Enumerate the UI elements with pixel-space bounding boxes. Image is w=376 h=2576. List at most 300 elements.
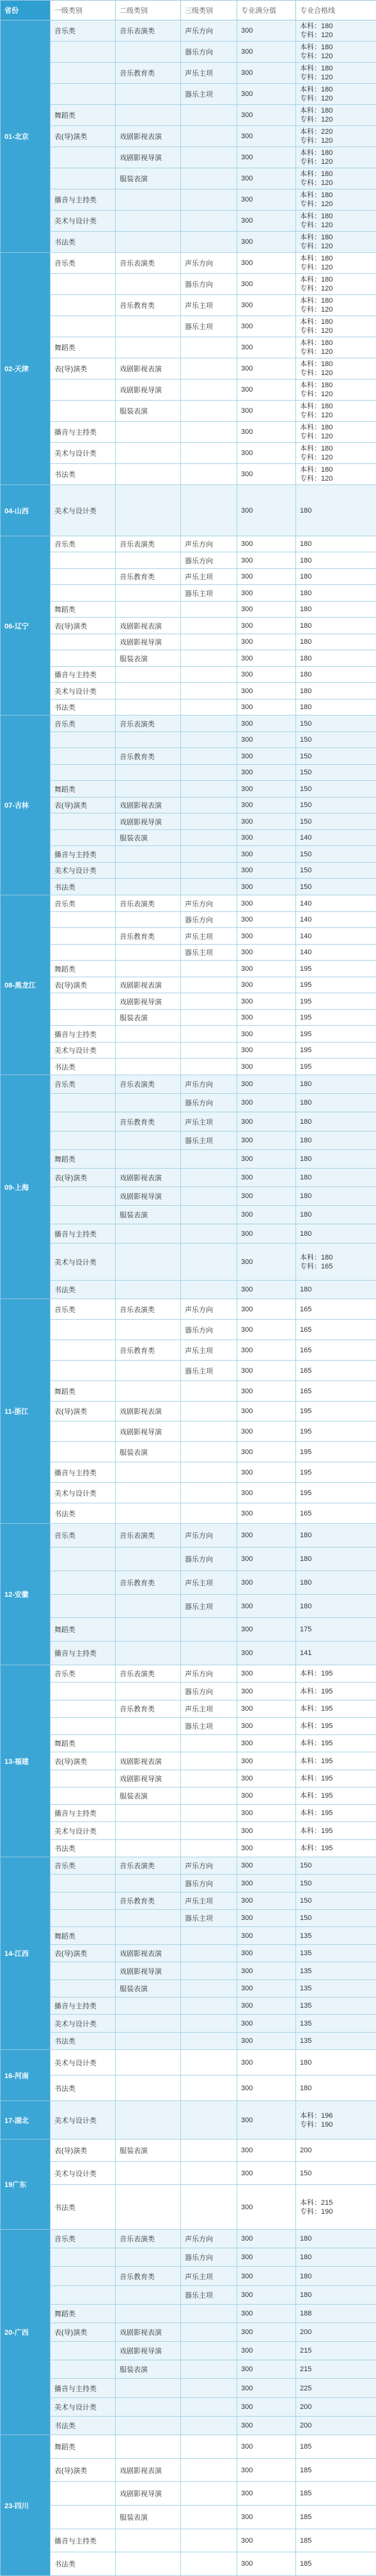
category-1-cell xyxy=(51,2286,116,2305)
table-row xyxy=(1,1442,376,1462)
category-2-cell: 戏剧影视表演 xyxy=(116,1945,181,1962)
passing-line-value: 专科：120 xyxy=(300,390,372,399)
table-row xyxy=(1,211,376,232)
category-2-cell xyxy=(116,2398,181,2417)
passing-line-value: 140 xyxy=(300,932,372,941)
table-row xyxy=(1,84,376,105)
province-cell: 19广东 xyxy=(1,2140,51,2230)
passing-line-cell xyxy=(296,2140,376,2162)
passing-line-value: 195 xyxy=(300,1046,372,1055)
passing-line-cell xyxy=(296,2101,376,2140)
header-passing-line: 专业合格线 xyxy=(296,1,376,20)
passing-line-value: 140 xyxy=(300,915,372,924)
passing-line-cell xyxy=(296,1402,376,1421)
passing-line-cell xyxy=(296,1875,376,1892)
category-1-cell xyxy=(51,1980,116,1997)
category-1-cell: 表(导)演类 xyxy=(51,2140,116,2162)
max-score-cell: 300 xyxy=(237,2379,296,2398)
passing-line-value: 专科：120 xyxy=(300,411,372,420)
table-row xyxy=(1,232,376,253)
category-3-cell xyxy=(181,602,237,618)
category-3-cell: 器乐方向 xyxy=(181,1548,237,1571)
passing-line-cell xyxy=(296,2015,376,2033)
category-1-cell: 书法类 xyxy=(51,2552,116,2576)
category-3-cell xyxy=(181,2459,237,2482)
category-2-cell: 音乐表演类 xyxy=(116,253,181,274)
max-score-cell: 300 xyxy=(237,797,296,813)
category-2-cell: 戏剧影视表演 xyxy=(116,2459,181,2482)
table-row xyxy=(1,1206,376,1224)
table-row xyxy=(1,1421,376,1442)
passing-line-value: 180 xyxy=(300,1285,372,1294)
max-score-cell: 300 xyxy=(237,1381,296,1402)
category-1-cell xyxy=(51,945,116,961)
max-score-cell: 300 xyxy=(237,1224,296,1244)
passing-line-cell xyxy=(296,464,376,485)
category-1-cell xyxy=(51,295,116,316)
passing-line-cell xyxy=(296,1752,376,1770)
table-row xyxy=(1,380,376,401)
table-row xyxy=(1,147,376,168)
category-1-cell: 美术与设计类 xyxy=(51,1043,116,1059)
category-1-cell xyxy=(51,147,116,168)
max-score-cell: 300 xyxy=(237,2286,296,2305)
passing-line-value: 180 xyxy=(300,572,372,581)
passing-line-value: 专科：120 xyxy=(300,326,372,335)
max-score-cell: 300 xyxy=(237,2267,296,2286)
table-row xyxy=(1,1483,376,1503)
passing-line-cell xyxy=(296,650,376,667)
category-3-cell xyxy=(181,1642,237,1665)
passing-line-cell xyxy=(296,1910,376,1927)
passing-line-cell xyxy=(296,1595,376,1618)
table-row xyxy=(1,1642,376,1665)
max-score-cell: 300 xyxy=(237,1503,296,1524)
category-3-cell xyxy=(181,650,237,667)
category-3-cell xyxy=(181,2360,237,2379)
passing-line-cell xyxy=(296,84,376,105)
passing-line-value: 本科：195 xyxy=(300,1809,372,1818)
category-2-cell: 戏剧影视表演 xyxy=(116,1752,181,1770)
table-row xyxy=(1,63,376,84)
category-1-cell xyxy=(51,1112,116,1132)
passing-line-cell xyxy=(296,189,376,211)
category-3-cell xyxy=(181,1962,237,1980)
category-1-cell: 音乐类 xyxy=(51,716,116,732)
passing-line-cell xyxy=(296,1735,376,1752)
category-2-cell xyxy=(116,2076,181,2101)
category-2-cell: 音乐教育类 xyxy=(116,1340,181,1361)
table-row xyxy=(1,1548,376,1571)
passing-line-value: 180 xyxy=(300,2058,372,2067)
category-2-cell xyxy=(116,1840,181,1857)
category-3-cell: 器乐方向 xyxy=(181,2248,237,2267)
category-2-cell xyxy=(116,1618,181,1642)
table-row xyxy=(1,781,376,797)
max-score-cell: 300 xyxy=(237,1997,296,2015)
passing-line-value: 本科：180 xyxy=(300,85,372,94)
max-score-cell: 300 xyxy=(237,1524,296,1548)
max-score-cell: 300 xyxy=(237,105,296,126)
max-score-cell: 300 xyxy=(237,2482,296,2506)
passing-line-value: 本科：195 xyxy=(300,1722,372,1731)
passing-line-value: 140 xyxy=(300,948,372,957)
category-3-cell xyxy=(181,1010,237,1026)
category-3-cell xyxy=(181,1150,237,1169)
category-1-cell: 美术与设计类 xyxy=(51,1244,116,1281)
max-score-cell: 300 xyxy=(237,1402,296,1421)
max-score-cell: 300 xyxy=(237,1980,296,1997)
category-2-cell xyxy=(116,422,181,443)
category-1-cell: 书法类 xyxy=(51,1281,116,1299)
category-2-cell: 服装表演 xyxy=(116,1788,181,1805)
category-1-cell: 音乐类 xyxy=(51,1857,116,1875)
passing-line-cell xyxy=(296,1244,376,1281)
passing-line-value: 135 xyxy=(300,1949,372,1958)
category-2-cell: 服装表演 xyxy=(116,1980,181,1997)
category-1-cell xyxy=(51,1892,116,1910)
category-1-cell: 表(导)演类 xyxy=(51,1945,116,1962)
category-2-cell xyxy=(116,781,181,797)
category-3-cell: 器乐方向 xyxy=(181,1094,237,1112)
category-1-cell: 美术与设计类 xyxy=(51,443,116,464)
category-3-cell xyxy=(181,2185,237,2230)
table-row xyxy=(1,1043,376,1059)
passing-line-cell xyxy=(296,358,376,380)
max-score-cell: 300 xyxy=(237,1945,296,1962)
category-1-cell: 舞蹈类 xyxy=(51,337,116,358)
category-2-cell xyxy=(116,1503,181,1524)
passing-line-value: 165 xyxy=(300,1325,372,1334)
category-1-cell: 音乐类 xyxy=(51,1075,116,1094)
category-1-cell xyxy=(51,2360,116,2379)
category-1-cell: 播音与主持类 xyxy=(51,422,116,443)
passing-line-value: 188 xyxy=(300,2309,372,2318)
passing-line-value: 专科：120 xyxy=(300,242,372,251)
max-score-cell: 300 xyxy=(237,316,296,337)
max-score-cell: 300 xyxy=(237,1281,296,1299)
table-row xyxy=(1,1665,376,1683)
category-1-cell xyxy=(51,2342,116,2360)
category-2-cell xyxy=(116,2552,181,2576)
category-3-cell xyxy=(181,422,237,443)
category-2-cell xyxy=(116,1683,181,1700)
passing-line-value: 专科：120 xyxy=(300,453,372,462)
category-1-cell xyxy=(51,1571,116,1595)
passing-line-cell xyxy=(296,961,376,977)
max-score-cell: 300 xyxy=(237,274,296,295)
category-3-cell xyxy=(181,401,237,422)
passing-line-value: 180 xyxy=(300,2234,372,2243)
passing-line-value: 195 xyxy=(300,1407,372,1416)
category-1-cell: 舞蹈类 xyxy=(51,1381,116,1402)
passing-line-value: 180 xyxy=(300,540,372,548)
table-row xyxy=(1,732,376,748)
passing-line-cell xyxy=(296,274,376,295)
category-1-cell xyxy=(51,168,116,189)
table-row xyxy=(1,2379,376,2398)
category-3-cell xyxy=(181,2015,237,2033)
category-3-cell xyxy=(181,1770,237,1788)
category-1-cell: 美术与设计类 xyxy=(51,211,116,232)
category-2-cell xyxy=(116,683,181,700)
table-row xyxy=(1,1059,376,1075)
category-2-cell xyxy=(116,879,181,895)
passing-line-cell xyxy=(296,2286,376,2305)
category-1-cell xyxy=(51,2248,116,2267)
category-2-cell: 戏剧影视导演 xyxy=(116,380,181,401)
passing-line-value: 195 xyxy=(300,1013,372,1022)
passing-line-value: 140 xyxy=(300,833,372,842)
category-2-cell xyxy=(116,1244,181,1281)
category-2-cell: 服装表演 xyxy=(116,168,181,189)
passing-line-cell xyxy=(296,2417,376,2435)
category-2-cell xyxy=(116,1462,181,1483)
max-score-cell: 300 xyxy=(237,1442,296,1462)
passing-line-cell xyxy=(296,1112,376,1132)
passing-line-value: 135 xyxy=(300,1967,372,1976)
table-row xyxy=(1,2230,376,2248)
max-score-cell: 300 xyxy=(237,1805,296,1822)
table-row xyxy=(1,2267,376,2286)
category-1-cell xyxy=(51,1206,116,1224)
category-2-cell: 音乐表演类 xyxy=(116,895,181,912)
max-score-cell: 300 xyxy=(237,1910,296,1927)
passing-line-cell xyxy=(296,846,376,863)
category-1-cell: 播音与主持类 xyxy=(51,1026,116,1043)
max-score-cell: 300 xyxy=(237,1187,296,1206)
max-score-cell: 300 xyxy=(237,2506,296,2529)
category-1-cell xyxy=(51,765,116,781)
passing-line-cell xyxy=(296,2342,376,2360)
table-row xyxy=(1,1571,376,1595)
category-2-cell xyxy=(116,1805,181,1822)
table-row xyxy=(1,830,376,846)
passing-line-value: 150 xyxy=(300,735,372,744)
table-row xyxy=(1,2101,376,2140)
category-3-cell xyxy=(181,380,237,401)
category-2-cell xyxy=(116,1718,181,1735)
category-1-cell xyxy=(51,1788,116,1805)
max-score-cell: 300 xyxy=(237,552,296,569)
category-1-cell: 播音与主持类 xyxy=(51,2379,116,2398)
passing-line-value: 200 xyxy=(300,2403,372,2412)
category-1-cell xyxy=(51,1962,116,1980)
category-2-cell xyxy=(116,485,181,536)
category-3-cell xyxy=(181,2076,237,2101)
passing-line-cell xyxy=(296,1150,376,1169)
category-1-cell xyxy=(51,1910,116,1927)
category-3-cell xyxy=(181,1840,237,1857)
passing-line-value: 本科：195 xyxy=(300,1739,372,1748)
table-row xyxy=(1,765,376,781)
province-cell: 04-山西 xyxy=(1,485,51,536)
category-1-cell xyxy=(51,2506,116,2529)
province-cell: 13-福建 xyxy=(1,1665,51,1857)
passing-line-cell xyxy=(296,1026,376,1043)
category-2-cell: 服装表演 xyxy=(116,1442,181,1462)
passing-line-cell xyxy=(296,253,376,274)
category-3-cell xyxy=(181,1421,237,1442)
passing-line-value: 180 xyxy=(300,1155,372,1164)
category-3-cell: 器乐主项 xyxy=(181,1132,237,1150)
category-1-cell: 音乐类 xyxy=(51,2230,116,2248)
table-row xyxy=(1,1805,376,1822)
table-row xyxy=(1,683,376,700)
passing-line-value: 200 xyxy=(300,2328,372,2337)
max-score-cell: 300 xyxy=(237,2398,296,2417)
table-row xyxy=(1,895,376,912)
category-3-cell xyxy=(181,2435,237,2459)
max-score-cell: 300 xyxy=(237,977,296,993)
category-2-cell xyxy=(116,443,181,464)
category-2-cell: 戏剧影视导演 xyxy=(116,2342,181,2360)
category-3-cell xyxy=(181,1462,237,1483)
passing-line-value: 180 xyxy=(300,1602,372,1611)
province-cell: 02-天津 xyxy=(1,253,51,485)
passing-line-cell xyxy=(296,1962,376,1980)
category-1-cell: 美术与设计类 xyxy=(51,2162,116,2185)
max-score-cell: 300 xyxy=(237,211,296,232)
max-score-cell: 300 xyxy=(237,1788,296,1805)
category-1-cell xyxy=(51,2267,116,2286)
passing-line-cell xyxy=(296,295,376,316)
passing-line-value: 本科：180 xyxy=(300,423,372,432)
category-2-cell xyxy=(116,1043,181,1059)
province-cell: 07-吉林 xyxy=(1,716,51,895)
passing-line-cell xyxy=(296,1524,376,1548)
header-category-1: 一级类别 xyxy=(51,1,116,20)
category-2-cell xyxy=(116,585,181,602)
category-1-cell: 音乐类 xyxy=(51,253,116,274)
passing-line-cell xyxy=(296,316,376,337)
passing-line-cell xyxy=(296,813,376,830)
passing-line-value: 150 xyxy=(300,768,372,777)
passing-line-value: 本科：180 xyxy=(300,22,372,31)
table-row xyxy=(1,1700,376,1718)
category-3-cell: 器乐主项 xyxy=(181,1595,237,1618)
passing-line-cell xyxy=(296,2033,376,2050)
category-1-cell xyxy=(51,84,116,105)
passing-line-value: 180 xyxy=(300,506,372,515)
category-2-cell: 音乐表演类 xyxy=(116,1857,181,1875)
max-score-cell: 300 xyxy=(237,1075,296,1094)
category-2-cell xyxy=(116,1224,181,1244)
category-2-cell xyxy=(116,2529,181,2552)
max-score-cell: 300 xyxy=(237,2435,296,2459)
passing-line-cell xyxy=(296,634,376,650)
passing-line-value: 专科：120 xyxy=(300,73,372,82)
category-2-cell: 音乐表演类 xyxy=(116,716,181,732)
table-row xyxy=(1,2459,376,2482)
category-3-cell xyxy=(181,618,237,634)
category-3-cell: 器乐主项 xyxy=(181,1718,237,1735)
max-score-cell: 300 xyxy=(237,20,296,42)
passing-line-cell xyxy=(296,1503,376,1524)
category-3-cell xyxy=(181,2101,237,2140)
category-1-cell: 表(导)演类 xyxy=(51,1169,116,1187)
passing-line-value: 专科：165 xyxy=(300,1262,372,1271)
category-2-cell: 音乐表演类 xyxy=(116,1665,181,1683)
category-3-cell xyxy=(181,485,237,536)
table-row xyxy=(1,358,376,380)
category-2-cell: 戏剧影视表演 xyxy=(116,358,181,380)
table-row xyxy=(1,1997,376,2015)
category-2-cell: 音乐教育类 xyxy=(116,569,181,585)
category-2-cell xyxy=(116,2305,181,2323)
category-1-cell xyxy=(51,2482,116,2506)
max-score-cell: 300 xyxy=(237,781,296,797)
max-score-cell: 300 xyxy=(237,2529,296,2552)
max-score-cell: 300 xyxy=(237,295,296,316)
category-1-cell: 书法类 xyxy=(51,464,116,485)
table-row xyxy=(1,316,376,337)
category-1-cell xyxy=(51,1442,116,1462)
category-2-cell: 戏剧影视表演 xyxy=(116,797,181,813)
category-3-cell: 声乐方向 xyxy=(181,1857,237,1875)
passing-line-value: 135 xyxy=(300,1984,372,1993)
passing-line-cell xyxy=(296,1483,376,1503)
passing-line-value: 本科：195 xyxy=(300,1774,372,1783)
passing-line-value: 135 xyxy=(300,2019,372,2028)
max-score-cell: 300 xyxy=(237,1150,296,1169)
category-1-cell xyxy=(51,1595,116,1618)
category-2-cell xyxy=(116,2033,181,2050)
passing-line-value: 185 xyxy=(300,2489,372,2498)
passing-line-cell xyxy=(296,1132,376,1150)
category-3-cell: 声乐主项 xyxy=(181,1892,237,1910)
category-2-cell xyxy=(116,732,181,748)
table-row xyxy=(1,1026,376,1043)
max-score-cell: 300 xyxy=(237,1875,296,1892)
passing-line-value: 195 xyxy=(300,980,372,989)
passing-line-value: 180 xyxy=(300,1210,372,1219)
category-1-cell: 舞蹈类 xyxy=(51,1150,116,1169)
category-1-cell: 美术与设计类 xyxy=(51,1483,116,1503)
table-row xyxy=(1,1927,376,1945)
table-row xyxy=(1,1169,376,1187)
category-3-cell xyxy=(181,1043,237,1059)
category-3-cell xyxy=(181,1945,237,1962)
table-row xyxy=(1,2529,376,2552)
passing-line-value: 本科：180 xyxy=(300,1253,372,1262)
table-row xyxy=(1,422,376,443)
category-2-cell: 戏剧影视表演 xyxy=(116,1169,181,1187)
category-2-cell: 服装表演 xyxy=(116,401,181,422)
passing-line-cell xyxy=(296,1187,376,1206)
passing-line-cell xyxy=(296,1281,376,1299)
category-3-cell: 声乐主项 xyxy=(181,295,237,316)
passing-line-value: 180 xyxy=(300,556,372,565)
table-row xyxy=(1,464,376,485)
max-score-cell: 300 xyxy=(237,422,296,443)
max-score-cell: 300 xyxy=(237,1822,296,1840)
category-1-cell: 书法类 xyxy=(51,2076,116,2101)
table-row xyxy=(1,748,376,765)
passing-line-cell xyxy=(296,1857,376,1875)
province-cell: 23-四川 xyxy=(1,2435,51,2576)
category-3-cell xyxy=(181,879,237,895)
table-row xyxy=(1,879,376,895)
category-1-cell xyxy=(51,63,116,84)
passing-line-cell xyxy=(296,1571,376,1595)
passing-line-value: 专科：120 xyxy=(300,284,372,293)
max-score-cell: 300 xyxy=(237,1548,296,1571)
max-score-cell: 300 xyxy=(237,1043,296,1059)
table-row xyxy=(1,2435,376,2459)
passing-line-cell xyxy=(296,863,376,879)
passing-line-cell xyxy=(296,443,376,464)
